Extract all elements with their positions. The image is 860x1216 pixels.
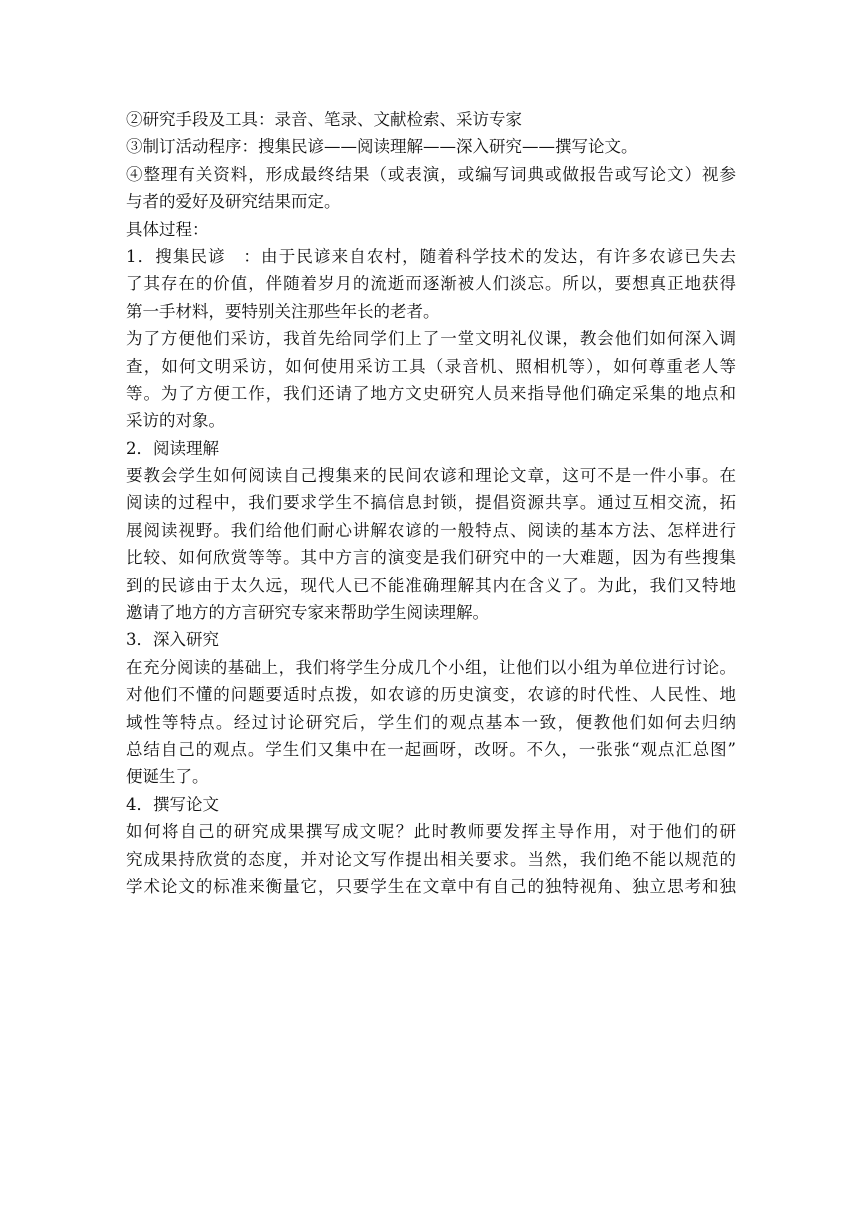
text-line-step3-body: 在充分阅读的基础上，我们将学生分成几个小组，让他们以小组为单位进行讨论。: [126, 657, 736, 677]
text-line-step3-body: 便诞生了。: [126, 767, 209, 787]
text-line-organize-materials: ④整理有关资料，形成最终结果（或表演，或编写词典或做报告或写论文）视参: [126, 164, 736, 184]
text-line-step1-para2: 为了方便他们采访，我首先给同学们上了一堂文明礼仪课，教会他们如何深入调: [126, 329, 736, 349]
text-line-step1-body: 第一手材料，要特别关注那些年长的老者。: [126, 301, 440, 321]
text-line-step1-heading: 1．搜集民谚 ：由于民谚来自农村，随着科学技术的发达，有许多农谚已失去: [126, 246, 736, 266]
text-line-step1-para2: 采访的对象。: [126, 411, 225, 431]
text-line-step3-body: 域性等特点。经过讨论研究后，学生们的观点基本一致，便教他们如何去归纳: [126, 712, 736, 732]
text-line-step4-body: 究成果持欣赏的态度，并对论文写作提出相关要求。当然，我们绝不能以规范的: [126, 849, 736, 869]
document-page: [126, 106, 736, 900]
text-line-step1-para2: 等。为了方便工作，我们还请了地方文史研究人员来指导他们确定采集的地点和: [126, 383, 736, 403]
text-line-step1-para2: 查，如何文明采访，如何使用采访工具（录音机、照相机等），如何尊重老人等: [126, 356, 736, 376]
text-line-step2-body: 要教会学生如何阅读自己搜集来的民间农谚和理论文章，这可不是一件小事。在: [126, 466, 736, 486]
text-line-research-tools: ②研究手段及工具：录音、笔录、文献检索、采访专家: [126, 110, 522, 129]
step-heading-research: 3．深入研究: [126, 630, 219, 650]
text-line-step4-body: 学术论文的标准来衡量它，只要学生在文章中有自己的独特视角、独立思考和独: [126, 876, 736, 896]
text-line-step3-body: 总结自己的观点。学生们又集中在一起画呀，改呀。不久，一张张“观点汇总图”: [126, 739, 736, 759]
text-line-step2-body: 阅读的过程中，我们要求学生不搞信息封锁，提倡资源共享。通过互相交流，拓: [126, 493, 736, 513]
text-line-activity-procedure: ③制订活动程序：搜集民谚——阅读理解——深入研究——撰写论文。: [126, 137, 638, 157]
section-heading-process: 具体过程：: [126, 219, 209, 239]
text-line-step2-body: 展阅读视野。我们给他们耐心讲解农谚的一般特点、阅读的基本方法、怎样进行: [126, 520, 736, 540]
text-line-step4-body: 如何将自己的研究成果撰写成文呢？此时教师要发挥主导作用，对于他们的研: [126, 822, 736, 842]
text-line-step2-body: 比较、如何欣赏等等。其中方言的演变是我们研究中的一大难题，因为有些搜集: [126, 548, 736, 568]
step-heading-reading: 2．阅读理解: [126, 438, 219, 458]
text-line-step1-body: 了其存在的价值，伴随着岁月的流逝而逐渐被人们淡忘。所以，要想真正地获得: [126, 274, 736, 294]
text-line-step2-body: 到的民谚由于太久远，现代人已不能准确理解其内在含义了。为此，我们又特地: [126, 575, 736, 595]
step-heading-writing: 4．撰写论文: [126, 794, 219, 814]
text-line-organize-materials-cont: 与者的爱好及研究结果而定。: [126, 192, 341, 212]
text-line-step2-body: 邀请了地方的方言研究专家来帮助学生阅读理解。: [126, 603, 489, 623]
text-line-step3-body: 对他们不懂的问题要适时点拨，如农谚的历史演变，农谚的时代性、人民性、地: [126, 685, 736, 705]
